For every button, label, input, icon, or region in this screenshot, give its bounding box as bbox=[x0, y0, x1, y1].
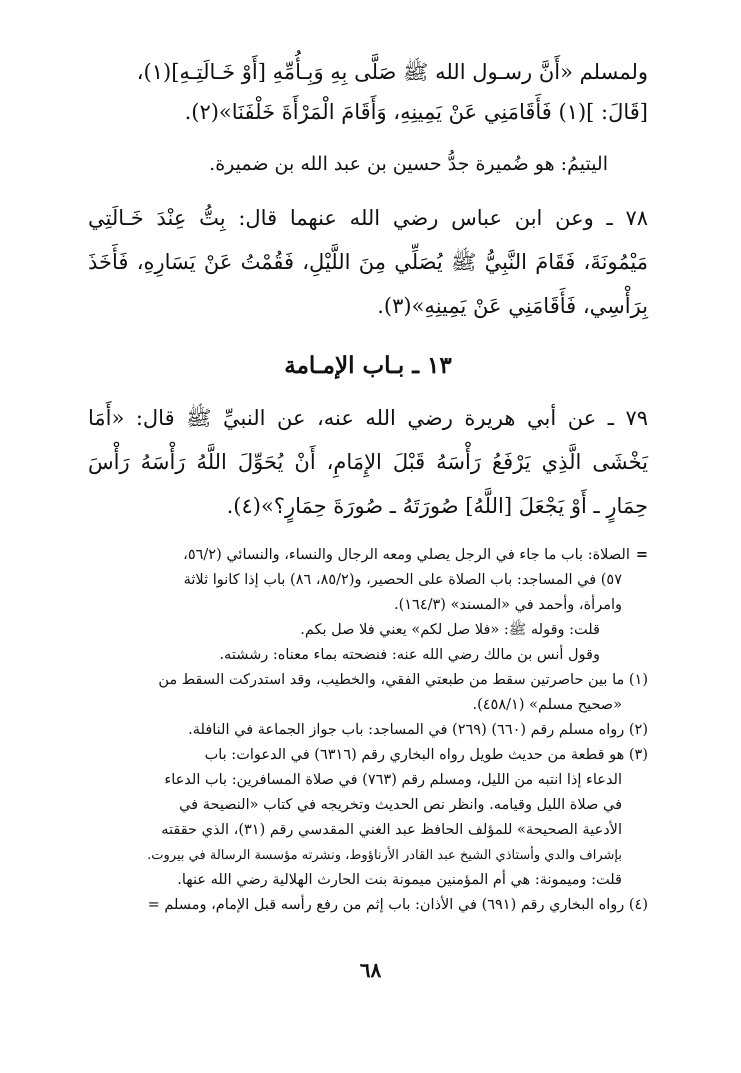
footnote-line: قلت: وقوله ﷺ: «فلا صل لكم» يعني فلا صل بكم. bbox=[300, 622, 600, 638]
footnote-line: =الصلاة: باب ما جاء في الرجل يصلي ومعه الرجال والنساء، والنسائي (٥٦/٢، bbox=[183, 546, 648, 563]
footnote-line: «صحيح مسلم» (٤٥٨/١). bbox=[472, 697, 622, 713]
footnote-line: الأدعية الصحيحة» للمؤلف الحافظ عبد الغني المقدسي رقم (٣١)، الذي حققته bbox=[161, 822, 622, 838]
text-line: ولمسلم «أَنَّ رسـول الله ﷺ صَلَّى بِهِ وَبِـأُمِّهِ [أَوْ خَـالَتِـهِ](١)، bbox=[136, 60, 648, 84]
hadith-78: ٧٨ ـ وعن ابن عباس رضي الله عنهما قال: بِتُّ عِنْدَ خَـالَتِي مَيْمُونَةَ، فَقَامَ النَّبِيُّ ﷺ يُصَلِّي مِنَ اللَّيْلِ، فَقُمْتُ عَنْ يَسَارِهِ، فَأَخَذَ بِرَأْسِي، فَأَقَامَنِي عَنْ يَمِينِهِ»(٣). bbox=[88, 206, 648, 318]
footnote-2: (٢) رواه مسلم رقم (٦٦٠) (٢٦٩) في المساجد: باب جواز الجماعة في النافلة. bbox=[188, 722, 648, 738]
footnote-line: في صلاة الليل وقيامه. وانظر نص الحديث وتخريجه في كتاب «النصيحة في bbox=[179, 797, 622, 813]
text-line: [قَالَ: ](١) فَأَقَامَنِي عَنْ يَمِينِهِ، وَأَقَامَ الْمَرْأَةَ خَلْفَنَا»(٢). bbox=[184, 100, 648, 124]
footnote-line: وامرأة، وأحمد في «المسند» (١٦٤/٣). bbox=[393, 597, 622, 613]
footnote-line: وقول أنس بن مالك رضي الله عنه: فنضحته بماء معناه: رششته. bbox=[219, 647, 600, 663]
footnote-1: (١) ما بين حاصرتين سقط من طبعتي الفقي، والخطيب، وقد استدركت السقط من bbox=[158, 672, 648, 688]
footnote-3: (٣) هو قطعة من حديث طويل رواه البخاري رقم (٦٣١٦) في الدعوات: باب bbox=[204, 747, 648, 763]
page-number: ٦٨ bbox=[359, 958, 382, 982]
book-page bbox=[88, 52, 648, 1062]
footnote-4: (٤) رواه البخاري رقم (٦٩١) في الأذان: باب إثم من رفع رأسه قبل الإمام، ومسلم = bbox=[147, 897, 648, 913]
yatim-note: اليتيمُ: هو ضُميرة جدُّ حسين بن عبد الله بن ضميرة. bbox=[209, 153, 608, 175]
footnote-line: الدعاء إذا انتبه من الليل، ومسلم رقم (٧٦٣) في صلاة المسافرين: باب الدعاء bbox=[164, 772, 622, 788]
section-title: ١٣ ـ بـاب الإمـامة bbox=[284, 352, 452, 379]
continuation-mark: = bbox=[635, 546, 648, 563]
footnotes bbox=[88, 542, 648, 918]
footnote-line: قلت: وميمونة: هي أم المؤمنين ميمونة بنت الحارث الهلالية رضي الله عنها. bbox=[177, 872, 622, 888]
footnote-line: ٥٧) في المساجد: باب الصلاة على الحصير، و(٨٥/٢، ٨٦) باب إذا كانوا ثلاثة bbox=[183, 572, 622, 588]
footnote-line: بإشراف والدي وأستاذي الشيخ عبد القادر الأرناؤوط، ونشرته مؤسسة الرسالة في بيروت. bbox=[147, 848, 622, 863]
hadith-79: ٧٩ ـ عن أبي هريرة رضي الله عنه، عن النبيِّ ﷺ قال: «أَمَا يَخْشَى الَّذِي يَرْفَعُ رَأْسَهُ قَبْلَ الإِمَامِ، أَنْ يُحَوِّلَ اللَّهُ رَأْسَهُ رَأْسَ حِمَارٍ ـ أَوْ يَجْعَلَ [اللَّهُ] صُورَتَهُ ـ صُورَةَ حِمَارٍ؟»(٤). bbox=[88, 406, 648, 518]
